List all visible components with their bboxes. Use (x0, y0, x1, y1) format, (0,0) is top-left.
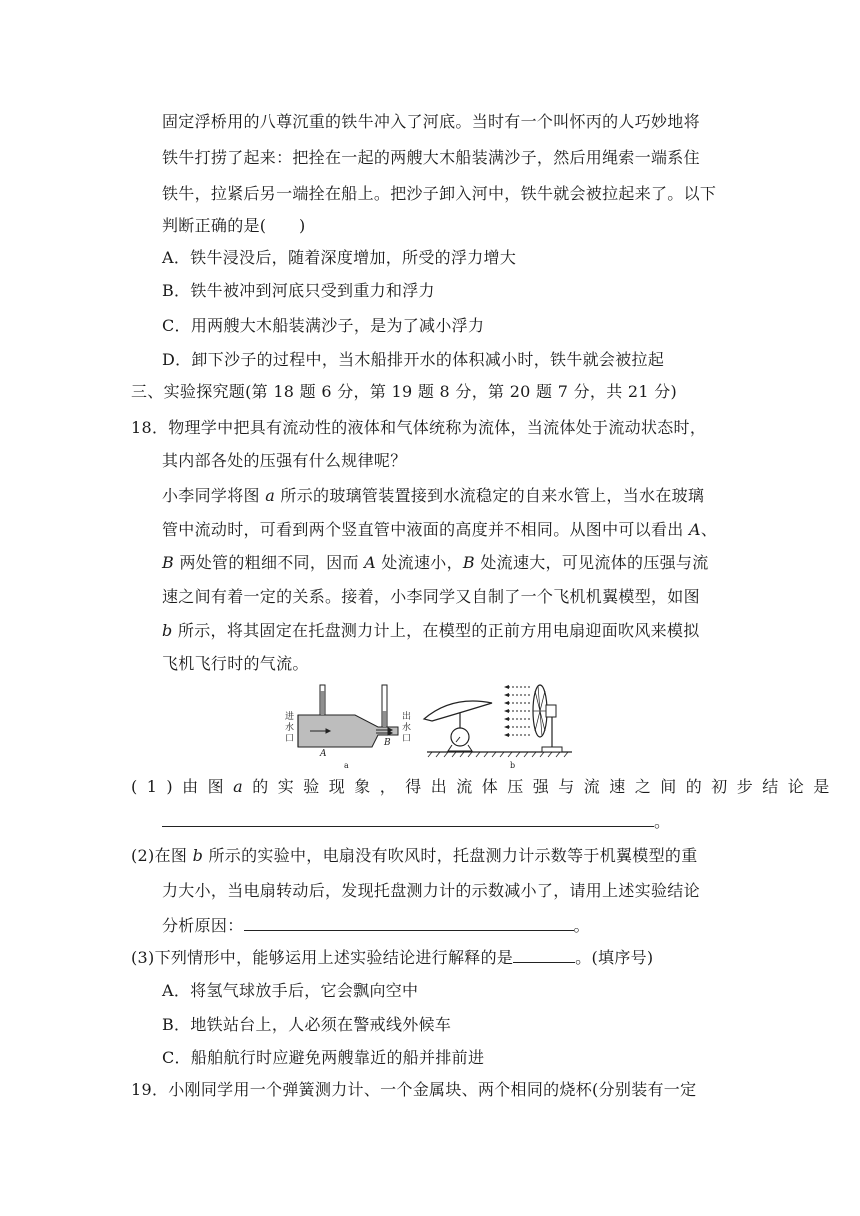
q18-sub1-line-1: (1)由图a的实验现象，得出流体压强与流速之间的初步结论是 (131, 777, 839, 796)
inlet-label-2: 水 (285, 723, 295, 733)
q18-sub3-option-c: C．船舶航行时应避免两艘靠近的船并排前进 (162, 1048, 485, 1067)
fan-motor (546, 705, 556, 717)
q17-option-b: B．铁牛被冲到河底只受到重力和浮力 (162, 281, 435, 300)
answer-blank-1[interactable] (162, 810, 654, 827)
q18-paragraph-line-2: 管中流动时，可看到两个竖直管中液面的高度并不相同。从图中可以看出 A、 (162, 520, 718, 539)
q17-stem-line-3: 铁牛，拉紧后另一端拴在船上。把沙子卸入河中，铁牛就会被拉起来了。以下 (162, 184, 717, 203)
caption-a: a (344, 761, 349, 769)
q18-paragraph-line-4: 速之间有着一定的关系。接着，小李同学又自制了一个飞机机翼模型，如图 (162, 587, 700, 606)
experiment-diagram (282, 681, 578, 769)
q17-stem-line-1: 固定浮桥用的八尊沉重的铁牛冲入了河底。当时有一个叫怀丙的人巧妙地将 (162, 112, 700, 131)
q18-stem-line-2: 其内部各处的压强有什么规律呢？ (162, 451, 407, 470)
airflow-arrows (508, 687, 532, 735)
q18-sub3: (3)下列情形中，能够运用上述实验结论进行解释的是 。(填序号) (131, 948, 654, 967)
q18-sub3-option-b: B．地铁站台上，人必须在警戒线外候车 (162, 1015, 452, 1034)
q17-option-d: D．卸下沙子的过程中，当木船排开水的体积减小时，铁牛就会被拉起 (162, 350, 665, 369)
label-point-a: A (320, 749, 327, 759)
q17-stem-line-4: 判断正确的是( ) (162, 216, 306, 235)
wing-model (424, 701, 492, 721)
q18-paragraph-line-3: B 两处管的粗细不同，因而 A 处流速小，B 处流速大，可见流体的压强与流 (162, 553, 709, 572)
inlet-label-3: 口 (285, 734, 295, 744)
q18-sub3-option-a: A．将氢气球放手后，它会飘向空中 (162, 981, 419, 1000)
inlet-label-1: 进 (285, 712, 295, 722)
liquid-column-a (321, 691, 324, 715)
fan-base (542, 747, 562, 752)
q18-sub2-line-2: 力大小，当电扇转动后，发现托盘测力计的示数减小了，请用上述实验结论 (162, 881, 700, 900)
q18-sub1-line-2: 。 (162, 810, 670, 832)
q18-paragraph-line-5: b 所示，将其固定在托盘测力计上，在模型的正前方用电扇迎面吹风来模拟 (162, 621, 700, 640)
section3-heading: 三、实验探究题(第 18 题 6 分，第 19 题 8 分，第 20 题 7 分，共 21 分) (131, 382, 678, 401)
answer-blank-3[interactable] (513, 946, 575, 963)
q18-stem-line-1: 18．物理学中把具有流动性的液体和气体统称为流体，当流体处于流动状态时， (131, 418, 707, 437)
outlet-label-3: 口 (402, 734, 412, 744)
q18-sub2-line-3: 分析原因： 。 (162, 916, 590, 935)
outlet-label-2: 水 (402, 723, 412, 733)
answer-blank-2[interactable] (244, 914, 574, 931)
liquid-column-b (383, 711, 386, 727)
q17-option-a: A．铁牛浸没后，随着深度增加，所受的浮力增大 (162, 248, 517, 267)
q17-stem-line-2: 铁牛打捞了起来：把拴在一起的两艘大木船装满沙子，然后用绳索一端系住 (162, 148, 700, 167)
q19-stem-line-1: 19．小刚同学用一个弹簧测力计、一个金属块、两个相同的烧杯(分别装有一定 (131, 1080, 697, 1099)
outlet-label-1: 出 (402, 712, 412, 722)
q17-option-c: C．用两艘大木船装满沙子，是为了减小浮力 (162, 316, 485, 335)
q18-paragraph-line-1: 小李同学将图 a 所示的玻璃管装置接到水流稳定的自来水管上，当水在玻璃 (162, 486, 705, 505)
experiment-figure (282, 681, 578, 769)
fig-ref: a (265, 486, 276, 505)
q18-sub2-line-1: (2)在图 b 所示的实验中，电扇没有吹风时，托盘测力计示数等于机翼模型的重 (131, 846, 698, 865)
q18-paragraph-line-6: 飞机飞行时的气流。 (162, 654, 309, 673)
caption-b: b (510, 761, 516, 769)
label-point-b: B (384, 738, 391, 748)
